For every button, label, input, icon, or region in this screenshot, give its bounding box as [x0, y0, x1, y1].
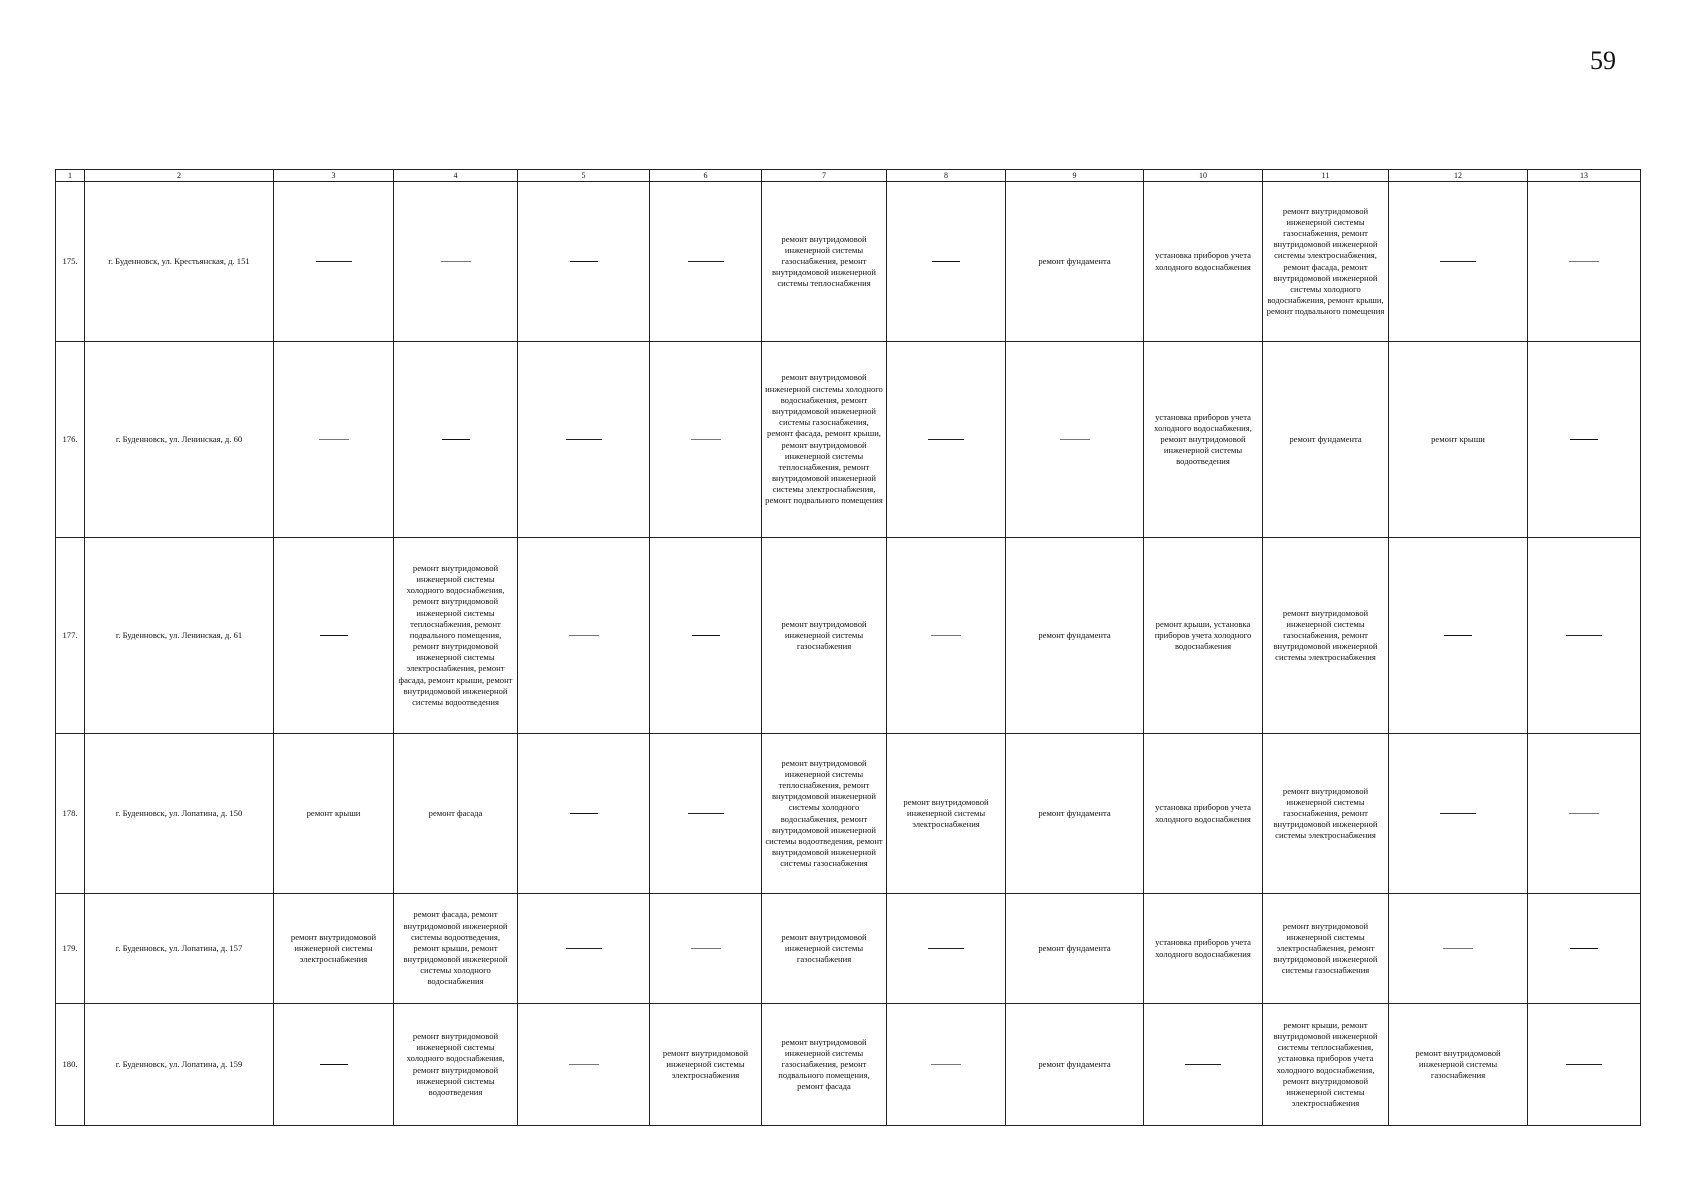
dash-mark	[319, 439, 349, 440]
empty-cell	[887, 894, 1006, 1004]
dash-mark	[931, 1064, 961, 1065]
table-row	[56, 182, 1641, 342]
dash-mark	[316, 261, 352, 262]
dash-mark	[1185, 1064, 1221, 1065]
dash-mark	[1566, 1064, 1602, 1065]
table-row	[56, 734, 1641, 894]
empty-cell	[394, 182, 518, 342]
empty-cell	[1528, 538, 1641, 734]
work-cell: ремонт внутридомовой инженерной системы электроснабжения	[274, 894, 394, 1004]
dash-mark	[570, 813, 598, 814]
dash-mark	[570, 261, 598, 262]
empty-cell	[887, 1004, 1006, 1126]
column-header: 7	[762, 170, 887, 182]
work-cell: ремонт фасада, ремонт внутридомовой инженерной системы водоотведения, ремонт крыши, ремонт внутридомовой инженерной системы холодного водоснабжения	[394, 894, 518, 1004]
empty-cell	[1389, 538, 1528, 734]
dash-mark	[1569, 261, 1599, 262]
dash-mark	[442, 439, 470, 440]
empty-cell	[650, 894, 762, 1004]
dash-mark	[688, 813, 724, 814]
column-header: 5	[518, 170, 650, 182]
work-cell: ремонт внутридомовой инженерной системы холодного водоснабжения, ремонт внутридомовой инженерной системы газоснабжения, ремонт фасада, ремонт крыши, ремонт внутридомовой инженерной системы теплоснабжения, ремонт внутридомовой инженерной системы электроснабжения, ремонт подвального помещения	[762, 342, 887, 538]
row-number: 175.	[56, 182, 85, 342]
empty-cell	[650, 182, 762, 342]
dash-mark	[320, 1064, 348, 1065]
empty-cell	[394, 342, 518, 538]
work-cell: установка приборов учета холодного водоснабжения	[1144, 894, 1263, 1004]
work-cell: ремонт крыши	[274, 734, 394, 894]
work-cell: ремонт внутридомовой инженерной системы газоснабжения	[1389, 1004, 1528, 1126]
work-cell: ремонт крыши	[1389, 342, 1528, 538]
dash-mark	[566, 948, 602, 949]
empty-cell	[274, 1004, 394, 1126]
empty-cell	[1006, 342, 1144, 538]
column-header: 6	[650, 170, 762, 182]
column-header: 8	[887, 170, 1006, 182]
work-cell: ремонт внутридомовой инженерной системы газоснабжения, ремонт внутридомовой инженерной системы электроснабжения, ремонт фасада, ремонт внутридомовой инженерной системы холодного водоснабжения, ремонт крыши, ремонт подвального помещения	[1263, 182, 1389, 342]
column-header: 13	[1528, 170, 1641, 182]
column-header: 2	[85, 170, 274, 182]
empty-cell	[1528, 182, 1641, 342]
dash-mark	[1569, 813, 1599, 814]
work-cell: ремонт внутридомовой инженерной системы электроснабжения, ремонт внутридомовой инженерной системы газоснабжения	[1263, 894, 1389, 1004]
column-header: 4	[394, 170, 518, 182]
work-cell: ремонт внутридомовой инженерной системы газоснабжения	[762, 538, 887, 734]
work-cell: установка приборов учета холодного водоснабжения, ремонт внутридомовой инженерной системы водоотведения	[1144, 342, 1263, 538]
empty-cell	[1528, 734, 1641, 894]
dash-mark	[932, 261, 960, 262]
column-header: 12	[1389, 170, 1528, 182]
work-cell: ремонт внутридомовой инженерной системы холодного водоснабжения, ремонт внутридомовой инженерной системы теплоснабжения, ремонт подвального помещения, ремонт внутридомовой инженерной системы электроснабжения, ремонт фасада, ремонт крыши, ремонт внутридомовой инженерной системы водоотведения	[394, 538, 518, 734]
work-cell: ремонт фундамента	[1006, 182, 1144, 342]
work-cell: ремонт фасада	[394, 734, 518, 894]
empty-cell	[274, 538, 394, 734]
dash-mark	[928, 948, 964, 949]
dash-mark	[569, 1064, 599, 1065]
dash-mark	[692, 635, 720, 636]
column-header: 10	[1144, 170, 1263, 182]
empty-cell	[1528, 342, 1641, 538]
header-row	[56, 170, 1641, 182]
dash-mark	[1570, 948, 1598, 949]
column-header: 11	[1263, 170, 1389, 182]
row-number: 176.	[56, 342, 85, 538]
dash-mark	[566, 439, 602, 440]
dash-mark	[1440, 261, 1476, 262]
empty-cell	[1528, 1004, 1641, 1126]
work-cell: ремонт внутридомовой инженерной системы газоснабжения, ремонт внутридомовой инженерной системы электроснабжения	[1263, 734, 1389, 894]
row-number: 178.	[56, 734, 85, 894]
table-row	[56, 894, 1641, 1004]
row-address: г. Буденновск, ул. Лопатина, д. 157	[85, 894, 274, 1004]
empty-cell	[1144, 1004, 1263, 1126]
empty-cell	[1389, 894, 1528, 1004]
dash-mark	[1570, 439, 1598, 440]
work-cell: ремонт крыши, установка приборов учета холодного водоснабжения	[1144, 538, 1263, 734]
work-cell: ремонт фундамента	[1006, 1004, 1144, 1126]
dash-mark	[1440, 813, 1476, 814]
empty-cell	[518, 538, 650, 734]
dash-mark	[569, 635, 599, 636]
dash-mark	[1444, 635, 1472, 636]
empty-cell	[887, 342, 1006, 538]
dash-mark	[320, 635, 348, 636]
work-cell: установка приборов учета холодного водоснабжения	[1144, 734, 1263, 894]
row-address: г. Буденновск, ул. Лопатина, д. 150	[85, 734, 274, 894]
work-cell: ремонт внутридомовой инженерной системы электроснабжения	[650, 1004, 762, 1126]
table-row	[56, 342, 1641, 538]
work-cell: установка приборов учета холодного водоснабжения	[1144, 182, 1263, 342]
work-cell: ремонт фундамента	[1006, 894, 1144, 1004]
row-address: г. Буденновск, ул. Крестьянская, д. 151	[85, 182, 274, 342]
page-number: 59	[1590, 46, 1616, 75]
dash-mark	[691, 948, 721, 949]
work-cell: ремонт фундамента	[1006, 538, 1144, 734]
empty-cell	[518, 734, 650, 894]
empty-cell	[650, 342, 762, 538]
dash-mark	[931, 635, 961, 636]
empty-cell	[274, 342, 394, 538]
row-address: г. Буденновск, ул. Лопатина, д. 159	[85, 1004, 274, 1126]
column-header: 9	[1006, 170, 1144, 182]
empty-cell	[1389, 182, 1528, 342]
empty-cell	[518, 342, 650, 538]
work-cell: ремонт внутридомовой инженерной системы холодного водоснабжения, ремонт внутридомовой инженерной системы водоотведения	[394, 1004, 518, 1126]
empty-cell	[650, 734, 762, 894]
empty-cell	[518, 182, 650, 342]
empty-cell	[518, 894, 650, 1004]
table-body	[56, 182, 1641, 1126]
work-cell: ремонт внутридомовой инженерной системы газоснабжения, ремонт подвального помещения, ремонт фасада	[762, 1004, 887, 1126]
dash-mark	[928, 439, 964, 440]
work-cell: ремонт внутридомовой инженерной системы теплоснабжения, ремонт внутридомовой инженерной системы холодного водоснабжения, ремонт внутридомовой инженерной системы водоотведения, ремонт внутридомовой инженерной системы газоснабжения	[762, 734, 887, 894]
column-header: 3	[274, 170, 394, 182]
empty-cell	[274, 182, 394, 342]
row-address: г. Буденновск, ул. Ленинская, д. 60	[85, 342, 274, 538]
dash-mark	[688, 261, 724, 262]
empty-cell	[518, 1004, 650, 1126]
row-address: г. Буденновск, ул. Ленинская, д. 61	[85, 538, 274, 734]
table-row	[56, 1004, 1641, 1126]
empty-cell	[650, 538, 762, 734]
dash-mark	[691, 439, 721, 440]
row-number: 180.	[56, 1004, 85, 1126]
empty-cell	[887, 182, 1006, 342]
work-cell: ремонт внутридомовой инженерной системы электроснабжения	[887, 734, 1006, 894]
empty-cell	[887, 538, 1006, 734]
work-cell: ремонт фундамента	[1006, 734, 1144, 894]
dash-mark	[1443, 948, 1473, 949]
dash-mark	[441, 261, 471, 262]
work-cell: ремонт внутридомовой инженерной системы газоснабжения, ремонт внутридомовой инженерной системы электроснабжения	[1263, 538, 1389, 734]
empty-cell	[1528, 894, 1641, 1004]
repair-schedule-table	[55, 169, 1641, 1126]
dash-mark	[1566, 635, 1602, 636]
column-header: 1	[56, 170, 85, 182]
work-cell: ремонт внутридомовой инженерной системы газоснабжения	[762, 894, 887, 1004]
row-number: 179.	[56, 894, 85, 1004]
row-number: 177.	[56, 538, 85, 734]
work-cell: ремонт внутридомовой инженерной системы газоснабжения, ремонт внутридомовой инженерной системы теплоснабжения	[762, 182, 887, 342]
table-row	[56, 538, 1641, 734]
work-cell: ремонт крыши, ремонт внутридомовой инженерной системы теплоснабжения, установка приборов учета холодного водоснабжения, ремонт внутридомовой инженерной системы электроснабжения	[1263, 1004, 1389, 1126]
work-cell: ремонт фундамента	[1263, 342, 1389, 538]
empty-cell	[1389, 734, 1528, 894]
dash-mark	[1060, 439, 1090, 440]
